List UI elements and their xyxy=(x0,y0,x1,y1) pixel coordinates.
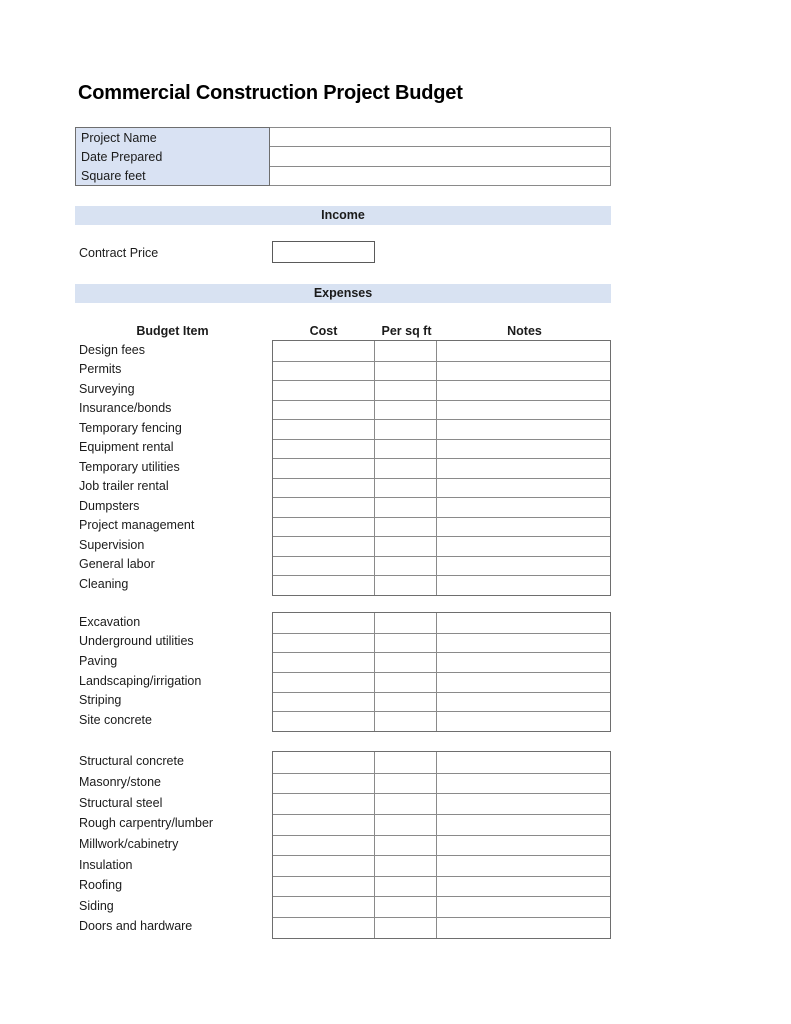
per-sq-ft-cell[interactable] xyxy=(375,836,437,856)
project-info-value-column xyxy=(270,127,611,186)
expense-group-3-labels xyxy=(79,751,213,937)
per-sq-ft-cell[interactable] xyxy=(375,401,437,420)
notes-cell[interactable] xyxy=(437,712,610,731)
budget-row xyxy=(273,497,610,517)
budget-item-label: Job trailer rental xyxy=(79,479,169,494)
per-sq-ft-cell[interactable] xyxy=(375,459,437,478)
per-sq-ft-cell[interactable] xyxy=(375,557,437,576)
budget-row xyxy=(273,896,610,917)
budget-item-label: General labor xyxy=(79,557,155,572)
per-sq-ft-cell[interactable] xyxy=(375,794,437,814)
date-prepared-label: Date Prepared xyxy=(81,149,163,164)
budget-item-label: Permits xyxy=(79,362,122,377)
cost-cell[interactable] xyxy=(273,401,375,420)
notes-cell[interactable] xyxy=(437,381,610,400)
notes-cell[interactable] xyxy=(437,856,610,876)
notes-cell[interactable] xyxy=(437,877,610,897)
expense-group-1-labels xyxy=(79,340,194,594)
per-sq-ft-cell[interactable] xyxy=(375,693,437,712)
budget-item-label: Landscaping/irrigation xyxy=(79,673,202,688)
project-name-label: Project Name xyxy=(81,130,157,145)
cost-cell[interactable] xyxy=(273,362,375,381)
budget-item-label: Equipment rental xyxy=(79,440,174,455)
budget-item-label: Striping xyxy=(79,693,122,708)
notes-cell[interactable] xyxy=(437,440,610,459)
per-sq-ft-cell[interactable] xyxy=(375,381,437,400)
notes-cell[interactable] xyxy=(437,634,610,653)
cost-cell[interactable] xyxy=(273,774,375,794)
budget-item-label: Site concrete xyxy=(79,713,152,728)
page-title: Commercial Construction Project Budget xyxy=(78,82,463,104)
notes-cell[interactable] xyxy=(437,401,610,420)
cost-cell[interactable] xyxy=(273,752,375,773)
notes-cell[interactable] xyxy=(437,897,610,917)
cost-cell[interactable] xyxy=(273,634,375,653)
notes-cell[interactable] xyxy=(437,836,610,856)
budget-row xyxy=(273,835,610,856)
budget-row xyxy=(273,711,610,731)
notes-cell[interactable] xyxy=(437,459,610,478)
budget-row xyxy=(273,341,610,361)
per-sq-ft-cell[interactable] xyxy=(375,420,437,439)
budget-item-label: Roofing xyxy=(79,878,123,893)
per-sq-ft-cell[interactable] xyxy=(375,440,437,459)
notes-cell[interactable] xyxy=(437,362,610,381)
per-sq-ft-cell[interactable] xyxy=(375,774,437,794)
budget-item-label: Structural steel xyxy=(79,795,163,810)
cost-cell[interactable] xyxy=(273,479,375,498)
budget-item-label: Underground utilities xyxy=(79,634,194,649)
cost-cell[interactable] xyxy=(273,613,375,633)
budget-row xyxy=(273,556,610,576)
per-sq-ft-cell[interactable] xyxy=(375,479,437,498)
per-sq-ft-cell[interactable] xyxy=(375,613,437,633)
budget-row xyxy=(273,917,610,938)
budget-row xyxy=(273,793,610,814)
budget-row xyxy=(273,692,610,712)
budget-row xyxy=(273,380,610,400)
cost-column-header: Cost xyxy=(309,324,338,338)
budget-row xyxy=(273,814,610,835)
cost-cell[interactable] xyxy=(273,673,375,692)
per-sq-ft-cell[interactable] xyxy=(375,856,437,876)
cost-cell[interactable] xyxy=(273,794,375,814)
cost-cell[interactable] xyxy=(273,576,375,595)
budget-item-label: Siding xyxy=(79,898,114,913)
project-info-label-column xyxy=(75,127,270,186)
budget-row xyxy=(273,536,610,556)
budget-row xyxy=(273,652,610,672)
per-sq-ft-cell[interactable] xyxy=(375,518,437,537)
contract-price-input[interactable] xyxy=(272,241,375,263)
notes-cell[interactable] xyxy=(437,653,610,672)
per-sq-ft-cell[interactable] xyxy=(375,918,437,938)
expense-group-3-grid xyxy=(272,751,611,939)
budget-row xyxy=(273,633,610,653)
per-sq-ft-cell[interactable] xyxy=(375,498,437,517)
budget-row xyxy=(273,773,610,794)
cost-cell[interactable] xyxy=(273,836,375,856)
budget-item-label: Doors and hardware xyxy=(79,919,193,934)
notes-cell[interactable] xyxy=(437,794,610,814)
notes-cell[interactable] xyxy=(437,420,610,439)
cost-cell[interactable] xyxy=(273,653,375,672)
budget-item-label: Dumpsters xyxy=(79,498,140,513)
expenses-section-header: Expenses xyxy=(75,284,611,303)
budget-row xyxy=(273,672,610,692)
income-section-header: Income xyxy=(75,206,611,225)
per-sq-ft-cell[interactable] xyxy=(375,673,437,692)
expense-group-2-grid xyxy=(272,612,611,732)
budget-row xyxy=(273,517,610,537)
notes-cell[interactable] xyxy=(437,341,610,361)
cost-cell[interactable] xyxy=(273,440,375,459)
budget-item-label: Structural concrete xyxy=(79,754,184,769)
cost-cell[interactable] xyxy=(273,498,375,517)
notes-column-header: Notes xyxy=(507,324,542,338)
notes-cell[interactable] xyxy=(437,518,610,537)
budget-row xyxy=(273,439,610,459)
per-sq-ft-column-header: Per sq ft xyxy=(381,324,432,338)
budget-row xyxy=(273,361,610,381)
budget-row xyxy=(273,613,610,633)
budget-item-label: Design fees xyxy=(79,342,146,357)
budget-item-label: Millwork/cabinetry xyxy=(79,836,179,851)
budget-item-label: Cleaning xyxy=(79,576,129,591)
notes-cell[interactable] xyxy=(437,774,610,794)
project-info-table xyxy=(75,127,611,186)
expense-group-2-labels xyxy=(79,612,201,730)
cost-cell[interactable] xyxy=(273,856,375,876)
square-feet-label: Square feet xyxy=(81,168,146,183)
per-sq-ft-cell[interactable] xyxy=(375,537,437,556)
cost-cell[interactable] xyxy=(273,918,375,938)
budget-item-label: Paving xyxy=(79,654,118,669)
square-feet-value-cell[interactable] xyxy=(270,166,610,185)
per-sq-ft-cell[interactable] xyxy=(375,576,437,595)
per-sq-ft-cell[interactable] xyxy=(375,877,437,897)
budget-row xyxy=(273,458,610,478)
cost-cell[interactable] xyxy=(273,420,375,439)
budget-row xyxy=(273,876,610,897)
budget-item-column-header: Budget Item xyxy=(136,324,209,338)
cost-cell[interactable] xyxy=(273,877,375,897)
cost-cell[interactable] xyxy=(273,712,375,731)
per-sq-ft-cell[interactable] xyxy=(375,653,437,672)
per-sq-ft-cell[interactable] xyxy=(375,712,437,731)
budget-row xyxy=(273,575,610,595)
per-sq-ft-cell[interactable] xyxy=(375,341,437,361)
contract-price-label: Contract Price xyxy=(79,246,159,260)
per-sq-ft-cell[interactable] xyxy=(375,362,437,381)
budget-item-label: Excavation xyxy=(79,614,141,629)
budget-item-label: Masonry/stone xyxy=(79,774,161,789)
budget-row xyxy=(273,752,610,773)
budget-item-label: Insulation xyxy=(79,857,133,872)
notes-cell[interactable] xyxy=(437,918,610,938)
notes-cell[interactable] xyxy=(437,576,610,595)
notes-cell[interactable] xyxy=(437,693,610,712)
notes-cell[interactable] xyxy=(437,815,610,835)
cost-cell[interactable] xyxy=(273,557,375,576)
per-sq-ft-cell[interactable] xyxy=(375,752,437,773)
budget-item-label: Insurance/bonds xyxy=(79,401,172,416)
notes-cell[interactable] xyxy=(437,557,610,576)
budget-row xyxy=(273,400,610,420)
cost-cell[interactable] xyxy=(273,897,375,917)
budget-row xyxy=(273,855,610,876)
budget-item-label: Temporary utilities xyxy=(79,459,180,474)
notes-cell[interactable] xyxy=(437,537,610,556)
notes-cell[interactable] xyxy=(437,613,610,633)
per-sq-ft-cell[interactable] xyxy=(375,634,437,653)
cost-cell[interactable] xyxy=(273,381,375,400)
budget-item-label: Project management xyxy=(79,518,195,533)
budget-item-label: Temporary fencing xyxy=(79,420,182,435)
cost-cell[interactable] xyxy=(273,693,375,712)
budget-item-label: Supervision xyxy=(79,537,145,552)
date-prepared-value-cell[interactable] xyxy=(270,146,610,165)
cost-cell[interactable] xyxy=(273,459,375,478)
cost-cell[interactable] xyxy=(273,537,375,556)
budget-row xyxy=(273,478,610,498)
per-sq-ft-cell[interactable] xyxy=(375,815,437,835)
cost-cell[interactable] xyxy=(273,341,375,361)
per-sq-ft-cell[interactable] xyxy=(375,897,437,917)
expense-group-1-grid xyxy=(272,340,611,596)
budget-row xyxy=(273,419,610,439)
budget-item-label: Surveying xyxy=(79,381,135,396)
budget-item-label: Rough carpentry/lumber xyxy=(79,816,214,831)
cost-cell[interactable] xyxy=(273,815,375,835)
notes-cell[interactable] xyxy=(437,752,610,773)
notes-cell[interactable] xyxy=(437,498,610,517)
notes-cell[interactable] xyxy=(437,673,610,692)
project-name-value-cell[interactable] xyxy=(270,128,610,146)
cost-cell[interactable] xyxy=(273,518,375,537)
notes-cell[interactable] xyxy=(437,479,610,498)
